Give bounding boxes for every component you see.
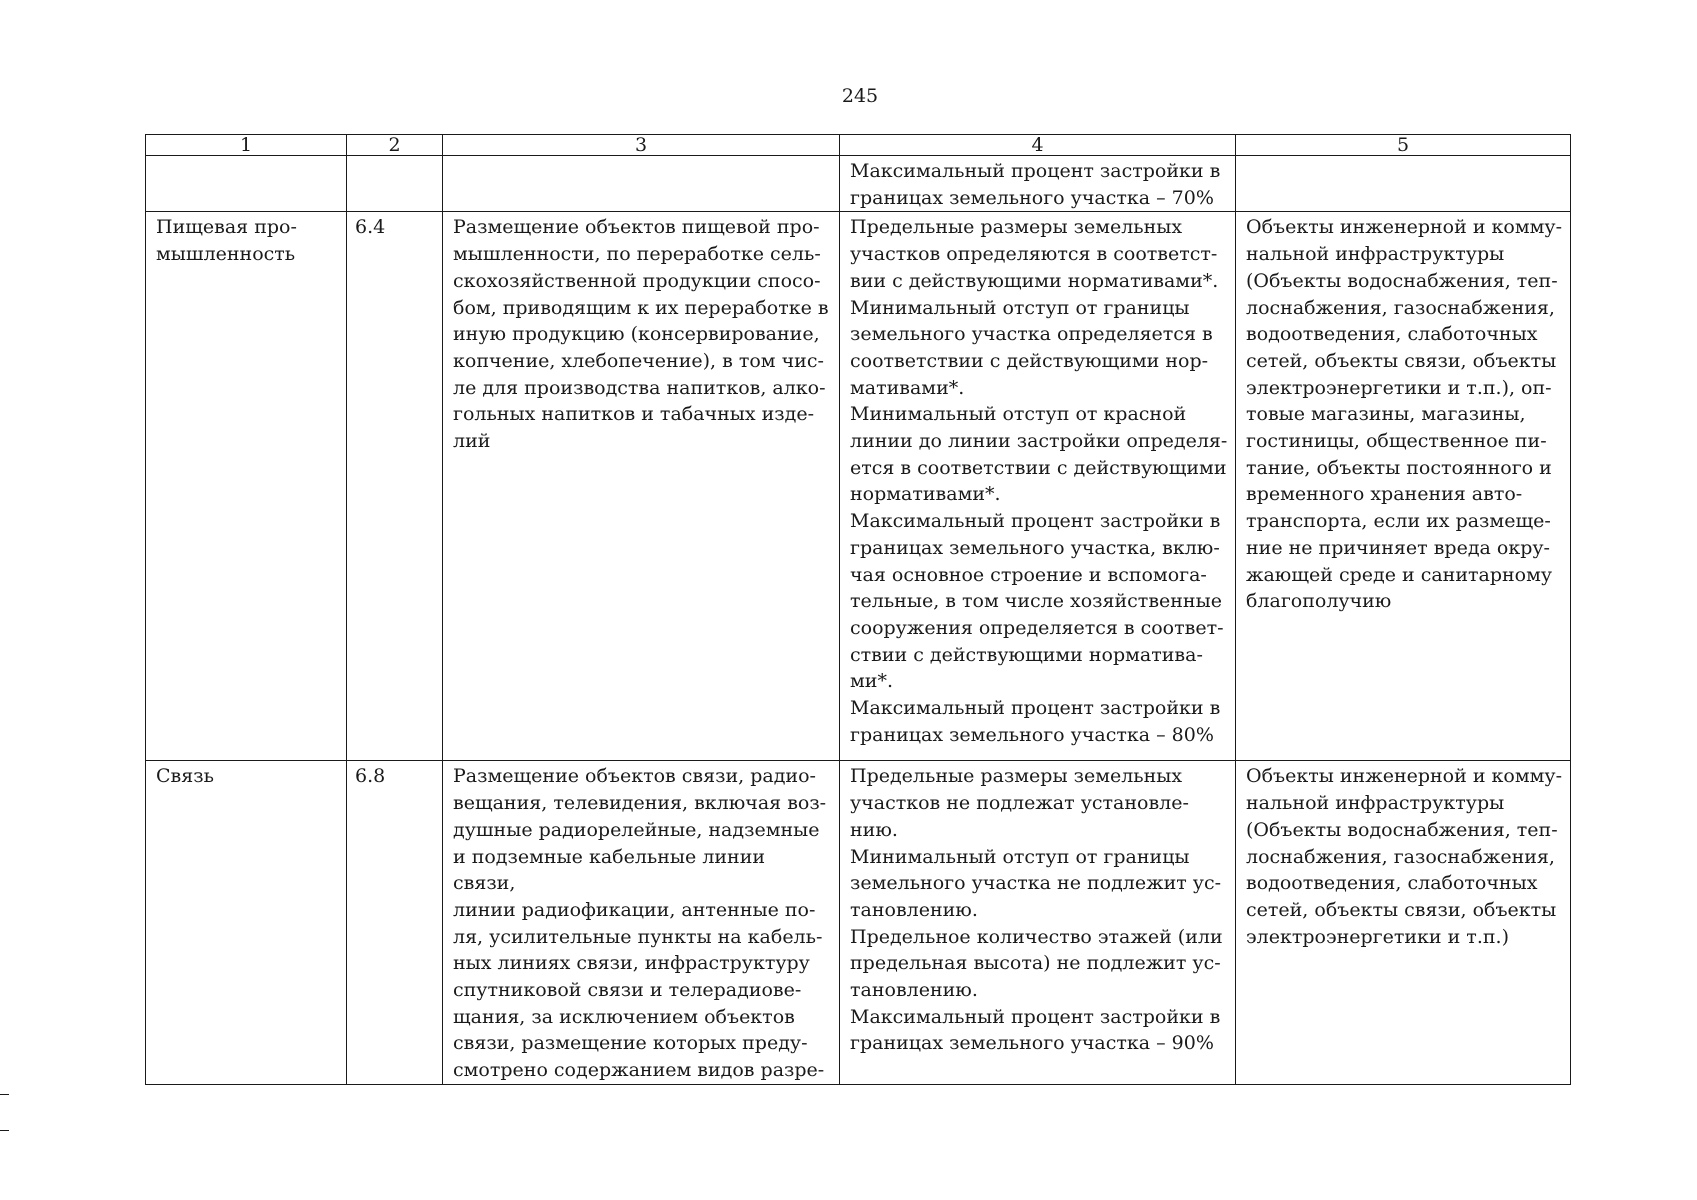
use-code-cell: 6.4 xyxy=(347,212,443,761)
column-header: 1 xyxy=(146,135,347,156)
table-header-row xyxy=(146,135,1571,156)
use-code-cell xyxy=(347,156,443,212)
column-header: 2 xyxy=(347,135,443,156)
use-code-cell: 6.8 xyxy=(347,761,443,1084)
margin-mark xyxy=(0,1094,9,1095)
table-row xyxy=(146,212,1571,761)
use-description-cell: Размещение объектов пищевой про- мышленности, по переработке сель- скохозяйственной продукции спосо- бом, приводящим к их переработке в иную продукцию (консервирование, копчение, хлебопечение), в том чис- ле для производства напитков, алко- гольных напитков и табачных изде- лий xyxy=(443,212,840,761)
auxiliary-uses-cell: Объекты инженерной и комму- нальной инфраструктуры (Объекты водоснабжения, теп- лоснабжения, газоснабжения, водоотведения, слаботочных сетей, объекты связи, объекты электроэнергетики и т.п.), оп- товые магазины, магазины, гостиницы, общественное пи- тание, объекты постоянного и временного хранения авто- транспорта, если их размеще- ние не причиняет вреда окру- жающей среде и санитарному благополучию xyxy=(1236,212,1571,761)
column-header: 5 xyxy=(1236,135,1571,156)
use-type-cell: Связь xyxy=(146,761,347,1084)
page-number: 245 xyxy=(841,85,879,107)
auxiliary-uses-cell xyxy=(1236,156,1571,212)
use-description-cell: Размещение объектов связи, радио- вещания, телевидения, включая воз- душные радиорелейные, надземные и подземные кабельные линии связи, линии радиофикации, антенные по- ля, усилительные пункты на кабель- ных линиях связи, инфраструктуру спутниковой связи и телерадиове- щания, за исключением объектов связи, размещение которых преду- смотрено содержанием видов разре- xyxy=(443,761,840,1084)
parameters-cell: Предельные размеры земельных участков определяются в соответст- вии с действующими нормативами*. Минимальный отступ от границы земельного участка определяется в соответствии с действующими нор- мативами*. Минимальный отступ от красной линии до линии застройки определя- ется в соответствии с действующими нормативами*. Максимальный процент застройки в границах земельного участка, вклю- чая основное строение и вспомога- тельные, в том числе хозяйственные сооружения определяется в соответ- ствии с действующими норматива- ми*. Максимальный процент застройки в границах земельного участка – 80% xyxy=(840,212,1236,761)
table-row xyxy=(146,761,1571,1084)
use-type-cell xyxy=(146,156,347,212)
use-description-cell xyxy=(443,156,840,212)
parameters-cell: Максимальный процент застройки в границах земельного участка – 70% xyxy=(840,156,1236,212)
land-use-table xyxy=(145,134,1571,1085)
use-type-cell: Пищевая про- мышленность xyxy=(146,212,347,761)
table-row xyxy=(146,156,1571,212)
auxiliary-uses-cell: Объекты инженерной и комму- нальной инфраструктуры (Объекты водоснабжения, теп- лоснабжения, газоснабжения, водоотведения, слаботочных сетей, объекты связи, объекты электроэнергетики и т.п.) xyxy=(1236,761,1571,1084)
column-header: 3 xyxy=(443,135,840,156)
parameters-cell: Предельные размеры земельных участков не подлежат установле- нию. Минимальный отступ от границы земельного участка не подлежит ус- тановлению. Предельное количество этажей (или предельная высота) не подлежит ус- тановлению. Максимальный процент застройки в границах земельного участка – 90% xyxy=(840,761,1236,1084)
margin-mark xyxy=(0,1130,9,1131)
column-header: 4 xyxy=(840,135,1236,156)
